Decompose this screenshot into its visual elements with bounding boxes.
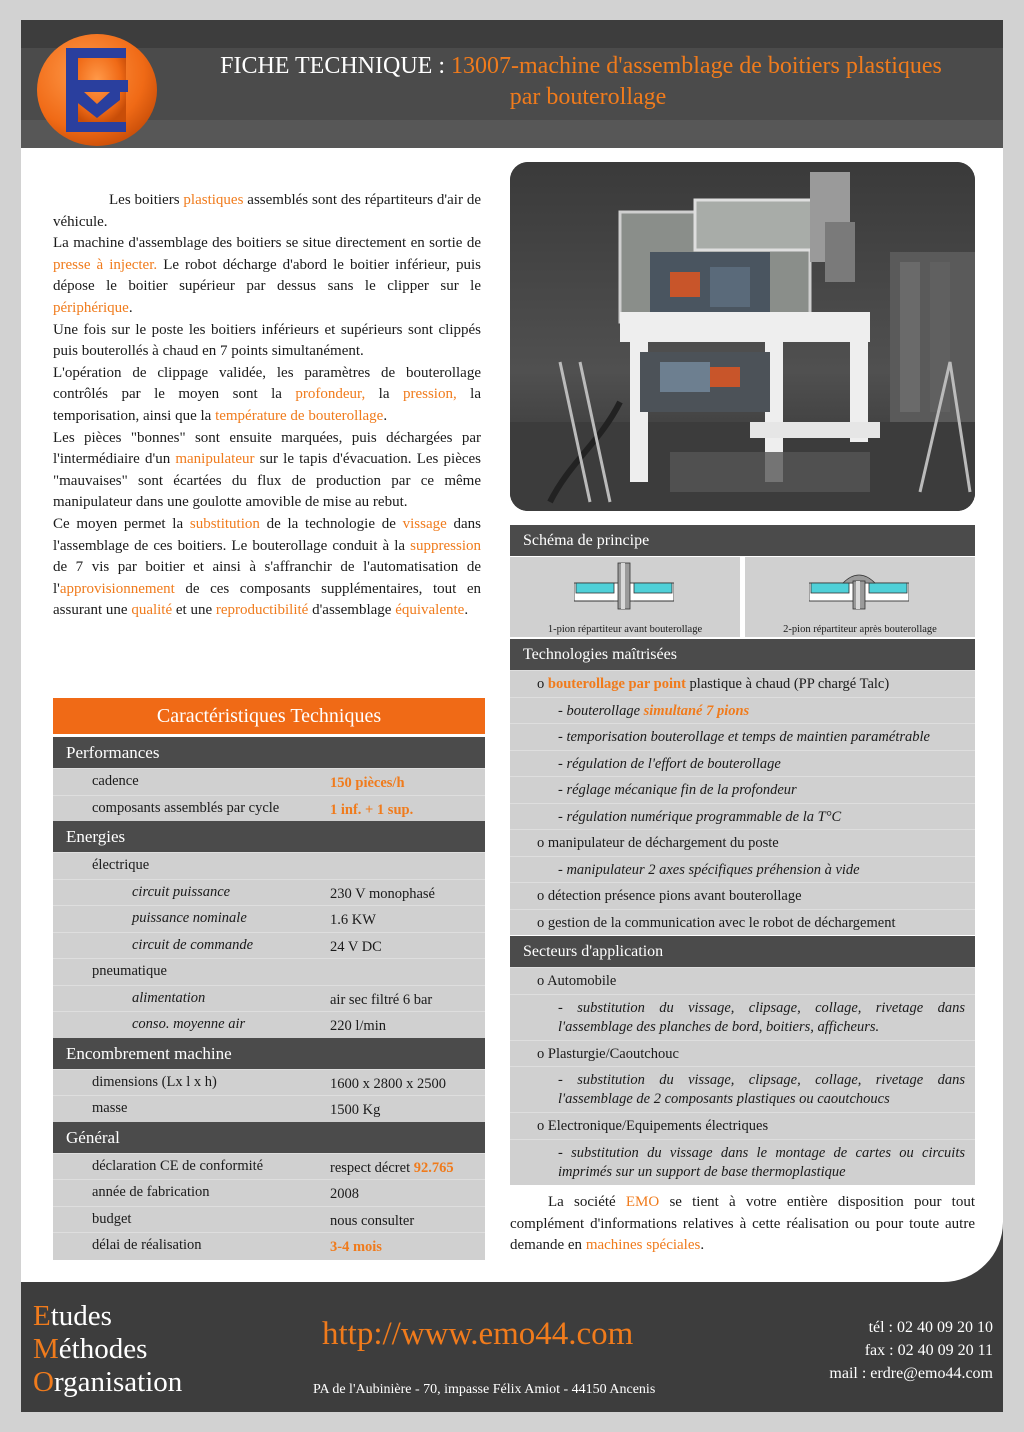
specs-table	[53, 737, 485, 1260]
list-item: o détection présence pions avant bouterollage	[510, 882, 975, 909]
intro-paragraph: Ce moyen permet la substitution de la technologie de vissage dans l'assemblage de ces boitiers. Le bouterollage conduit à la suppression de 7 vis par boitier et ainsi à s'affranchir de l'automatisation de l'approvisionnement de ces composants supplémentaires, tout en assurant une qualité et une reproductibilité d'assemblage équivalente.	[53, 515, 481, 619]
specs-section-energies: Energies	[53, 821, 485, 852]
pin-before-icon	[574, 561, 674, 615]
intro-text	[53, 190, 481, 622]
schema-diagram-after	[745, 557, 975, 637]
table-row: conso. moyenne air 220 l/min	[53, 1011, 485, 1038]
specs-section-performances: Performances	[53, 737, 485, 768]
technologies-title: Technologies maîtrisées	[510, 639, 975, 670]
table-row: alimentation air sec filtré 6 bar	[53, 985, 485, 1012]
page-title: FICHE TECHNIQUE : 13007-machine d'assemblage de boitiers plastiques par bouterollage	[220, 53, 942, 110]
table-row: budget nous consulter	[53, 1206, 485, 1233]
company-name: Etudes Méthodes Organisation	[33, 1300, 183, 1398]
list-item: - régulation numérique programmable de la T°C	[510, 803, 975, 830]
table-row: circuit puissance 230 V monophasé	[53, 879, 485, 906]
intro-paragraph: Les boitiers plastiques assemblés sont des répartiteurs d'air de véhicule.	[53, 192, 481, 230]
table-row: délai de réalisation 3-4 mois	[53, 1232, 485, 1260]
specs-title: Caractéristiques Techniques	[53, 698, 485, 734]
table-row: électrique	[53, 852, 485, 879]
table-row: déclaration CE de conformité respect décret 92.765	[53, 1153, 485, 1180]
emo-logo	[34, 30, 160, 148]
list-item: o manipulateur de déchargement du poste	[510, 829, 975, 856]
list-item: - substitution du vissage dans le montage de cartes ou circuits imprimés sur un support de base thermoplastique	[510, 1139, 975, 1185]
header-band-lower	[21, 120, 1003, 148]
list-item: - temporisation bouterollage et temps de maintien paramétrable	[510, 723, 975, 750]
list-item: o Plasturgie/Caoutchouc	[510, 1040, 975, 1067]
list-item: - régulation de l'effort de bouterollage	[510, 750, 975, 777]
list-item: o bouterollage par point plastique à chaud (PP chargé Talc)	[510, 670, 975, 697]
list-item: - substitution du vissage, clipsage, collage, rivetage dans l'assemblage de 2 composants plastiques ou caoutchoucs	[510, 1066, 975, 1112]
schema-title: Schéma de principe	[510, 525, 975, 556]
email-link[interactable]: mail : erdre@emo44.com	[829, 1365, 993, 1382]
website-link[interactable]: http://www.emo44.com	[322, 1316, 634, 1352]
secteurs-title: Secteurs d'application	[510, 936, 975, 967]
table-row: dimensions (Lx l x h) 1600 x 2800 x 2500	[53, 1069, 485, 1096]
table-row: cadence 150 pièces/h	[53, 768, 485, 795]
pin-after-icon	[809, 561, 909, 615]
schema-diagram-before	[510, 557, 740, 637]
intro-paragraph: L'opération de clippage validée, les paramètres de bouterollage contrôlés par le moyen sont la profondeur, la pression, la temporisation, ainsi que la température de bouterollage.	[53, 364, 482, 424]
technologies-panel	[510, 639, 975, 935]
fax-number: fax : 02 40 09 20 11	[864, 1342, 993, 1359]
table-row: pneumatique	[53, 958, 485, 985]
table-row: circuit de commande 24 V DC	[53, 932, 485, 959]
list-item: o Automobile	[510, 967, 975, 994]
specs-section-general: Général	[53, 1122, 485, 1153]
table-row: puissance nominale 1.6 KW	[53, 905, 485, 932]
schema-caption-after: 2-pion répartiteur après bouterollage	[783, 624, 937, 635]
list-item: - réglage mécanique fin de la profondeur	[510, 776, 975, 803]
intro-paragraph: La machine d'assemblage des boitiers se situe directement en sortie de presse à injecter. Le robot décharge d'abord le boitier inférieur, puis dépose le boitier supérieur par dessus sans le clipper sur le périphérique.	[53, 235, 481, 316]
phone-number: tél : 02 40 09 20 10	[868, 1319, 993, 1336]
list-item: o gestion de la communication avec le robot de déchargement	[510, 909, 975, 936]
list-item: - substitution du vissage, clipsage, collage, rivetage dans l'assemblage des planches de bord, boitiers, afficheurs.	[510, 994, 975, 1040]
table-row: année de fabrication 2008	[53, 1179, 485, 1206]
intro-paragraph: Les pièces "bonnes" sont ensuite marquées, puis déchargées par l'intermédiaire d'un manipulateur sur le tapis d'évacuation. Les pièces "mauvaises" sont écartées du flux de production par ce même manipulateur dans une goulotte amovible de mise au rebut.	[53, 429, 482, 511]
table-row: masse 1500 Kg	[53, 1095, 485, 1122]
contact-text: La société EMO se tient à votre entière disposition pour tout complément d'informations relatives à cette réalisation ou pour toute autre demande en machines spéciales.	[510, 1194, 975, 1254]
company-address: PA de l'Aubinière - 70, impasse Félix Amiot - 44150 Ancenis	[313, 1382, 656, 1397]
table-row: composants assemblés par cycle 1 inf. + 1 sup.	[53, 795, 485, 822]
specs-section-encombrement: Encombrement machine	[53, 1038, 485, 1069]
schema-caption-before: 1-pion répartiteur avant bouterollage	[547, 624, 703, 635]
machine-photo	[510, 162, 975, 511]
list-item: - manipulateur 2 axes spécifiques préhension à vide	[510, 856, 975, 883]
intro-paragraph: Une fois sur le poste les boitiers inférieurs et supérieurs sont clippés puis bouterollés à chaud en 7 points simultanément.	[53, 321, 481, 360]
list-item: o Electronique/Equipements électriques	[510, 1112, 975, 1139]
contact-details	[829, 1316, 993, 1385]
secteurs-panel	[510, 936, 975, 1185]
list-item: - bouterollage simultané 7 pions	[510, 697, 975, 724]
